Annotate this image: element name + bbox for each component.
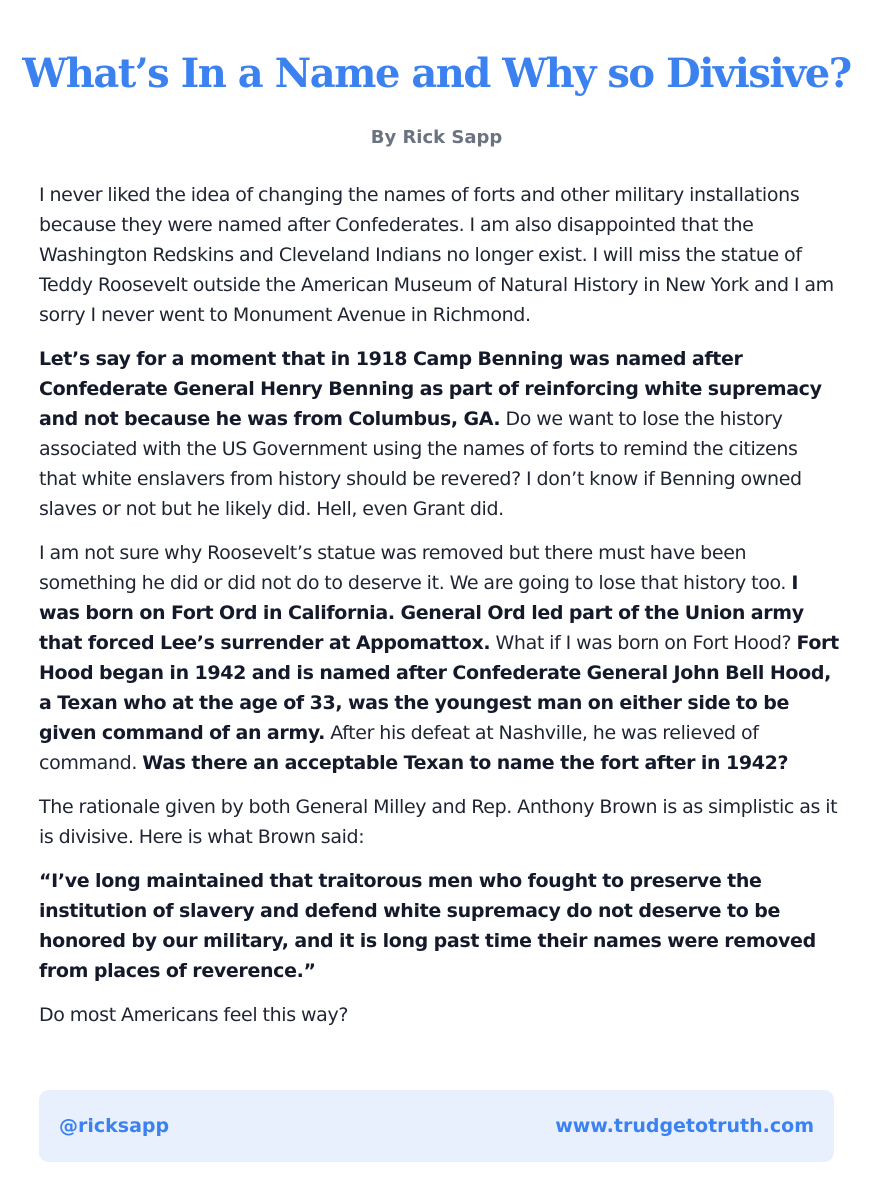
quote-paragraph [39,866,839,986]
bold-statement: Let’s say for a moment that in 1918 Camp Benning was named after Confederate General Henry Benning as part of reinforcing white supremacy and not because he was from Columbus, GA. [39,348,822,430]
paragraph-text: What if I was born on Fort Hood? [490,632,797,654]
article-paragraph [39,1000,839,1030]
author-byline: By Rick Sapp [370,127,503,148]
article-paragraph [39,792,839,852]
article-paragraph [39,538,839,778]
article-paragraph [39,180,839,330]
social-handle-link[interactable]: @ricksapp [59,1115,170,1137]
website-link[interactable]: www.trudgetotruth.com [555,1115,814,1137]
bold-statement: Fort Hood began in 1942 and is named after Confederate General John Bell Hood, a Texan who at the age of 33, was the youngest man on either side to be given command of an army. [39,632,839,744]
footer-banner [39,1090,834,1162]
paragraph-text: I am not sure why Roosevelt’s statue was removed but there must have been something he did or did not do to deserve it. We are going to lose that history too. [39,542,792,594]
paragraph-text: After his defeat at Nashville, he was relieved of command. [39,722,759,774]
paragraph-text: Do we want to lose the history associated with the US Government using the names of forts to remind the citizens that white enslavers from history should be revered? I don’t know if Benning owned slaves or not but he likely did. Hell, even Grant did. [39,408,802,520]
article-body [39,180,839,1044]
article-title: What’s In a Name and Why so Divisive? [22,50,851,97]
paragraph-text: The rationale given by both General Milley and Rep. Anthony Brown is as simplistic as it is divisive. Here is what Brown said: [39,796,838,848]
paragraph-text: I never liked the idea of changing the names of forts and other military installations because they were named after Confederates. I am also disappointed that the Washington Redskins and Cleveland Indians no longer exist. I will miss the statue of Teddy Roosevelt outside the American Museum of Natural History in New York and I am sorry I never went to Monument Avenue in Richmond. [39,184,834,326]
bold-statement: I was born on Fort Ord in California. General Ord led part of the Union army that forced Lee’s surrender at Appomattox. [39,572,804,654]
brown-quote: “I’ve long maintained that traitorous men who fought to preserve the institution of slavery and defend white supremacy do not deserve to be honored by our military, and it is long past time their names were removed from places of reverence.” [39,870,816,982]
closing-question: Do most Americans feel this way? [39,1004,349,1026]
article-paragraph [39,344,839,524]
bold-statement: Was there an acceptable Texan to name the fort after in 1942? [142,752,789,774]
